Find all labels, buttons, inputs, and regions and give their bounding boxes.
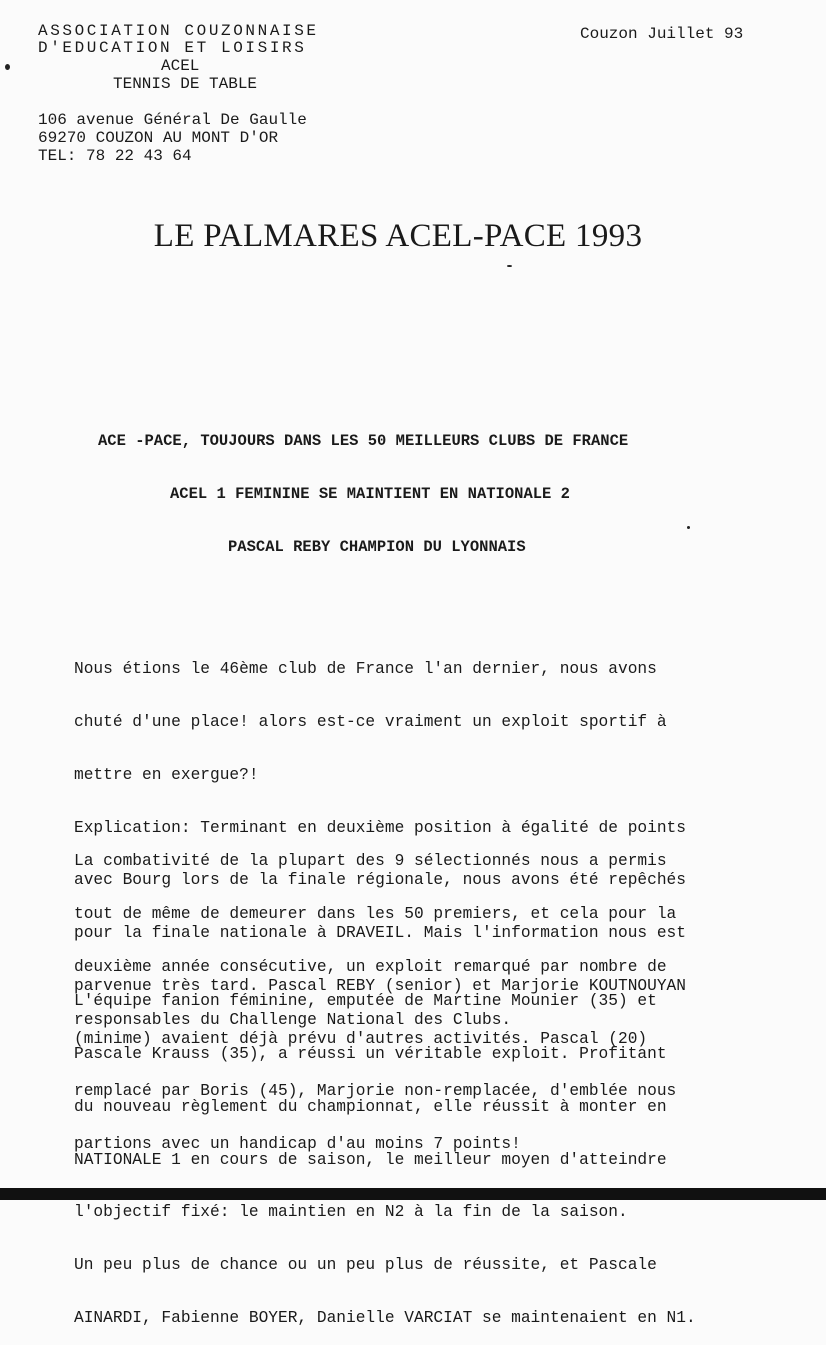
org-name-line-1: ASSOCIATION COUZONNAISE [38, 22, 319, 40]
paragraph-womens-team [74, 958, 696, 1345]
text-line: partions avec un handicap d'au moins 7 points! [74, 1135, 521, 1154]
document-date: Couzon Juillet 93 [580, 25, 744, 43]
document-title: LE PALMARES ACEL-PACE 1993 [153, 218, 643, 254]
text-line: l'objectif fixé: le maintien en N2 à la fin de la saison. [74, 1203, 628, 1222]
text-line: Un peu plus de chance ou un peu plus de réussite, et Pascale [74, 1256, 657, 1275]
text-line: chuté d'une place! alors est-ce vraiment un exploit sportif à [74, 712, 667, 731]
scan-edge [0, 1188, 826, 1200]
text-line: (minime) avaient déjà prévu d'autres activités. Pascal (20) [74, 1029, 648, 1048]
org-acronym: ACEL [161, 57, 200, 75]
org-name-line-2: D'EDUCATION ET LOISIRS [38, 39, 307, 57]
text-line: avec Bourg lors de la finale régionale, nous avons été repêchés [74, 871, 686, 890]
address-city: 69270 COUZON AU MONT D'OR [38, 129, 279, 147]
text-line: du nouveau règlement du championnat, elle réussit à monter en [74, 1097, 667, 1116]
text-line: NATIONALE 1 en cours de saison, le meilleur moyen d'atteindre [74, 1150, 667, 1169]
text-line: Explication: Terminant en deuxième position à égalité de points [74, 818, 686, 837]
text-line: L'équipe fanion féminine, emputée de Martine Mounier (35) et [74, 992, 657, 1011]
text-line: deuxième année consécutive, un exploit remarqué par nombre de [74, 957, 667, 976]
text-line: La combativité de la plupart des 9 sélectionnés nous a permis [74, 852, 667, 871]
text-line: AINARDI, Fabienne BOYER, Danielle VARCIAT se maintenaient en N1. [74, 1308, 696, 1327]
text-line: tout de même de demeurer dans les 50 premiers, et cela pour la [74, 904, 677, 923]
scan-speck [507, 265, 512, 267]
address-street: 106 avenue Général De Gaulle [38, 111, 307, 129]
phone-number: TEL: 78 22 43 64 [38, 147, 192, 165]
headline-3: PASCAL REBY CHAMPION DU LYONNAIS [228, 538, 526, 556]
org-section: TENNIS DE TABLE [113, 75, 258, 93]
text-line: responsables du Challenge National des Clubs. [74, 1010, 512, 1029]
scan-speck [687, 526, 690, 529]
text-line: pour la finale nationale à DRAVEIL. Mais l'information nous est [74, 924, 686, 943]
text-line: mettre en exergue?! [74, 765, 259, 784]
headline-1: ACE -PACE, TOUJOURS DANS LES 50 MEILLEURS CLUBS DE FRANCE [98, 432, 629, 450]
headline-2: ACEL 1 FEMININE SE MAINTIENT EN NATIONALE 2 [170, 485, 570, 503]
text-line: remplacé par Boris (45), Marjorie non-remplacée, d'emblée nous [74, 1082, 677, 1101]
text-line: Pascale Krauss (35), a réussi un véritable exploit. Profitant [74, 1044, 667, 1063]
scan-speck [5, 64, 10, 70]
text-line: Nous étions le 46ème club de France l'an dernier, nous avons [74, 660, 657, 679]
text-line: parvenue très tard. Pascal REBY (senior) et Marjorie KOUTNOUYAN [74, 976, 686, 995]
